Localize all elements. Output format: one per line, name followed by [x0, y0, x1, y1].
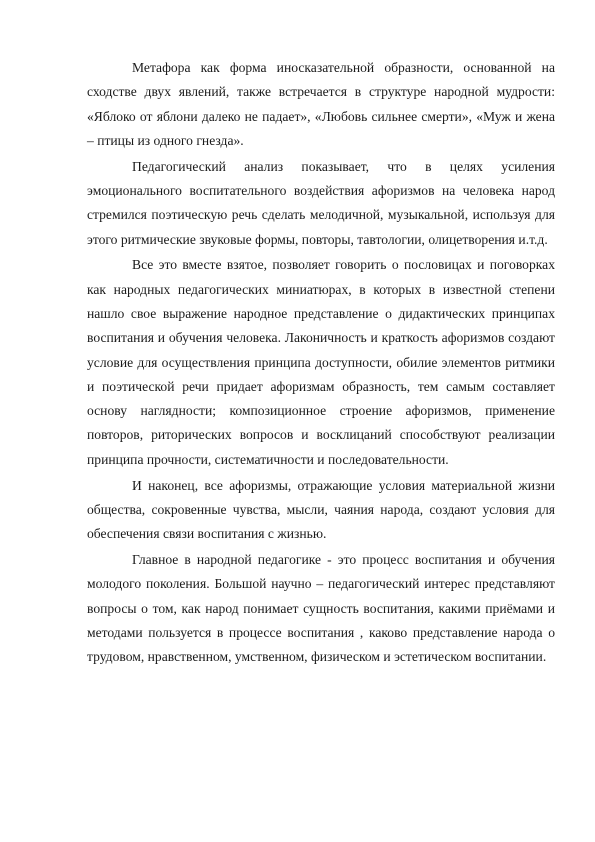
paragraph-didactic-principles: Все это вместе взятое, позволяет говорить о пословицах и поговорках как народных педагогических миниатюрах, в которых в известной степени нашло свое выражение народное представление о дидактических принципах воспитания и обучения человека. Лаконичность и краткость афоризмов создают условие для осуществления принципа доступности, обилие элементов ритмики и поэтической речи придает афоризмам образность, тем самым составляет основу наглядности; композиционное строение афоризмов, применение повторов, риторических вопросов и восклицаний способствуют реализации принципа прочности, систематичности и последовательности. — [87, 257, 555, 467]
paragraph-pedagogical-analysis: Педагогический анализ показывает, что в целях усиления эмоционального воспитательного воздействия афоризмов на человека народ стремился поэтическую речь сделать мелодичной, музыкальной, используя для этого ритмические звуковые формы, повторы, тавтологии, олицетворения и.т.д. — [87, 158, 555, 247]
paragraph-folk-pedagogy: Главное в народной педагогике - это процесс воспитания и обучения молодого поколения. Большой научно – педагогический интерес представляют вопросы о том, как народ понимает сущность воспитания, какими приёмами и методами пользуется в процессе воспитания , каково представление народа о трудовом, нравственном, умственном, физическом и эстетическом воспитании. — [87, 551, 555, 665]
paragraph-metaphor: Метафора как форма иносказательной образности, основанной на сходстве двух явлений, также встречается в структуре народной мудрости: «Яблоко от яблони далеко не падает», «Любовь сильнее смерти», «Муж и жена – птицы из одного гнезда». — [87, 60, 555, 148]
paragraph-aphorisms-life: И наконец, все афоризмы, отражающие условия материальной жизни общества, сокровенные чувства, мысли, чаяния народа, создают условия для обеспечения связи воспитания с жизнью. — [87, 477, 555, 542]
document-body — [87, 56, 555, 671]
